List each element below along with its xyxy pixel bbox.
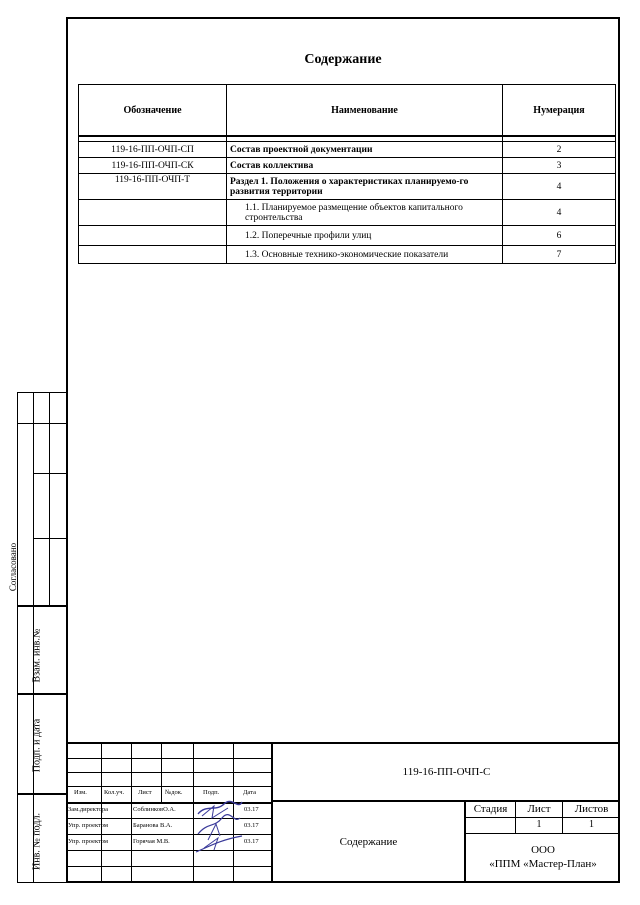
row-num: 3 <box>503 158 616 174</box>
person-role: Упр. проектом <box>68 822 109 829</box>
row-name: 1.3. Основные технико-экономические показатели <box>227 246 503 264</box>
row-code <box>79 200 227 226</box>
sheet-label: Лист <box>527 803 551 815</box>
col-data: Дата <box>243 789 256 796</box>
header-num: Нумерация <box>503 85 616 137</box>
org-line2: «ППМ «Мастер-План» <box>489 858 597 870</box>
inv-label: Инв. № подл. <box>31 813 43 870</box>
row-code: 119-16-ПП-ОЧП-СП <box>79 142 227 158</box>
header-name: Наименование <box>227 85 503 137</box>
doc-name: Содержание <box>339 836 398 848</box>
sheets-value: 1 <box>589 819 594 830</box>
row-num: 6 <box>503 226 616 246</box>
table-row <box>79 226 616 246</box>
person-name: Баранова В.А. <box>133 822 173 829</box>
person-date: 03.17 <box>244 838 259 845</box>
row-name: Состав коллектива <box>227 158 503 174</box>
row-name: Раздел 1. Положения о характеристиках планируемо-го развития территории <box>227 174 503 200</box>
row-num: 4 <box>503 200 616 226</box>
podp-data-label: Подп. и дата <box>31 718 43 773</box>
contents-table <box>78 84 616 264</box>
person-name: СоблинковО.А. <box>133 806 176 813</box>
person-date: 03.17 <box>244 822 259 829</box>
title-block <box>66 742 620 883</box>
sheets-label: Листов <box>574 803 609 815</box>
page-title: Содержание <box>304 52 382 67</box>
org-line1: ООО <box>531 844 555 856</box>
doc-code: 119-16-ПП-ОЧП-С <box>402 766 491 778</box>
sheet-value: 1 <box>536 819 542 830</box>
row-name: Состав проектной документации <box>227 142 503 158</box>
row-code <box>79 246 227 264</box>
col-kolch: Кол.уч. <box>104 789 125 796</box>
row-code: 119-16-ПП-ОЧП-СК <box>79 158 227 174</box>
row-num: 4 <box>503 174 616 200</box>
signature-scribbles <box>194 800 244 854</box>
col-list: Лист <box>138 789 152 796</box>
table-header-row <box>79 85 616 137</box>
table-row <box>79 200 616 226</box>
vzam-label: Взам. инв.№ <box>31 628 43 683</box>
table-row <box>79 246 616 264</box>
person-name: Горячая М.В. <box>133 838 170 845</box>
row-code <box>79 226 227 246</box>
table-row <box>79 174 616 200</box>
person-role: Зам.директора <box>68 806 109 813</box>
row-num: 2 <box>503 142 616 158</box>
table-row <box>79 142 616 158</box>
col-ndok: №док. <box>165 789 183 796</box>
header-code: Обозначение <box>79 85 227 137</box>
row-num: 7 <box>503 246 616 264</box>
agreed-label: Согласовано <box>8 542 18 592</box>
row-name: 1.2. Поперечные профили улиц <box>227 226 503 246</box>
col-podp: Подп. <box>203 789 220 796</box>
person-date: 03.17 <box>244 806 259 813</box>
table-row <box>79 158 616 174</box>
person-role: Упр. проектом <box>68 838 109 845</box>
row-code: 119-16-ПП-ОЧП-Т <box>79 174 227 200</box>
row-name: 1.1. Планируемое размещение объектов капитального стронтельства <box>227 200 503 226</box>
col-izm: Изм. <box>74 789 87 796</box>
stage-label: Стадия <box>473 803 508 815</box>
